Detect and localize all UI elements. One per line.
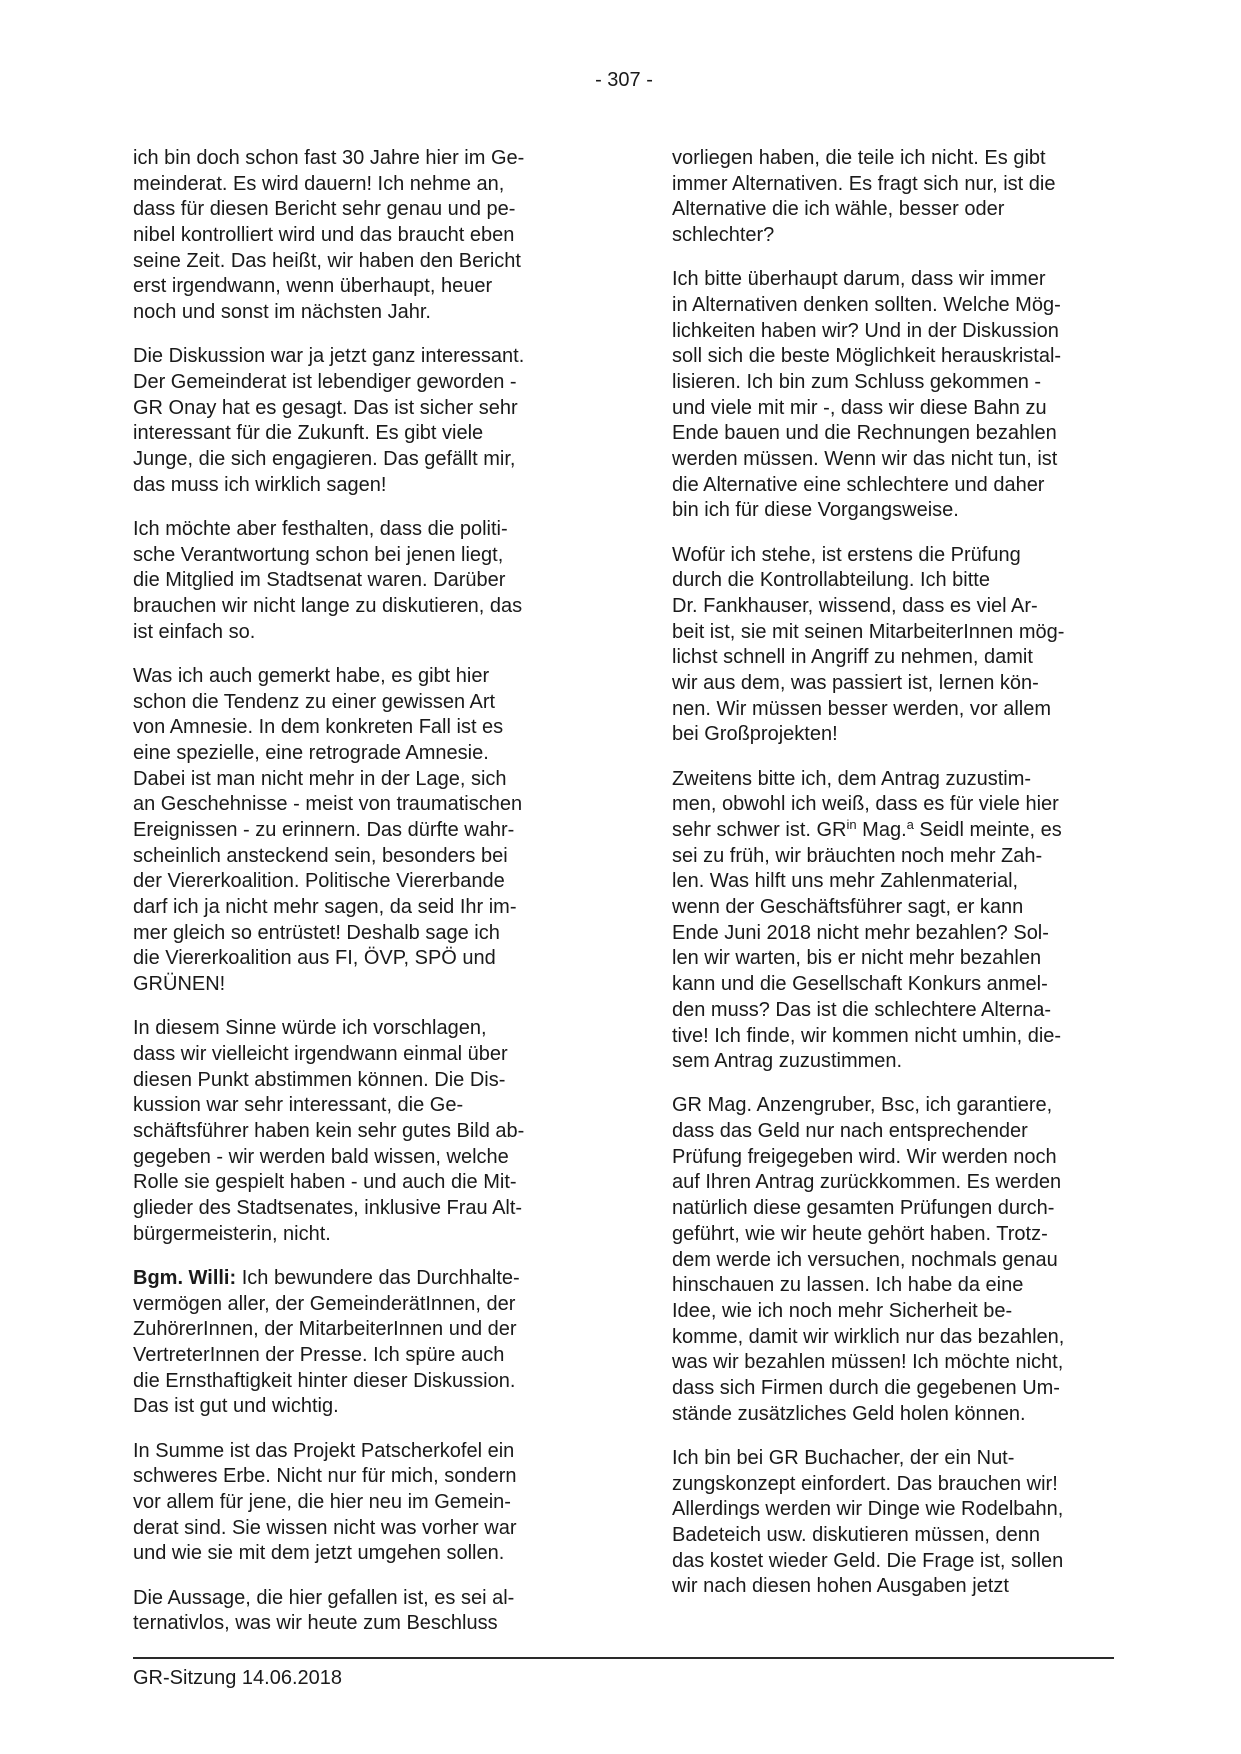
paragraph xyxy=(133,664,595,998)
text-line: vermögen aller, der GemeinderätInnen, der xyxy=(133,1292,516,1315)
text-line: Was ich auch gemerkt habe, es gibt hier xyxy=(133,664,490,687)
text-line: dass wir vielleicht irgendwann einmal über xyxy=(133,1043,508,1065)
text-line: kann und die Gesellschaft Konkurs anmel- xyxy=(672,973,1048,996)
footer-divider xyxy=(133,1657,1114,1659)
text-line: Rolle sie gespielt haben - und auch die Mit- xyxy=(133,1171,517,1194)
text-line: durch die Kontrollabteilung. Ich bitte xyxy=(672,569,990,592)
text-line: den muss? Das ist die schlechtere Alterna- xyxy=(672,998,1052,1021)
text-line: eine spezielle, eine retrograde Amnesie. xyxy=(133,741,489,764)
text-line: die Alternative eine schlechtere und daher xyxy=(672,473,1045,496)
paragraph xyxy=(133,1016,595,1247)
paragraph xyxy=(672,1446,1118,1600)
text-line: kussion war sehr interessant, die Ge- xyxy=(133,1094,464,1117)
text-line: bei Großprojekten! xyxy=(672,723,838,746)
text-line: auf Ihren Antrag zurückkommen. Es werden xyxy=(672,1171,1062,1194)
text-line: brauchen wir nicht lange zu diskutieren, das xyxy=(133,595,523,617)
paragraph xyxy=(133,344,595,498)
text-line: und wie sie mit dem jetzt umgehen sollen. xyxy=(133,1542,505,1565)
text-line: dem werde ich versuchen, nochmals genau xyxy=(672,1248,1058,1271)
text-line: und viele mit mir -, dass wir diese Bahn zu xyxy=(672,396,1047,419)
text-line: in Alternativen denken sollten. Welche Mög- xyxy=(672,293,1061,316)
text-line: schon die Tendenz zu einer gewissen Art xyxy=(133,690,496,713)
text-line: die Viererkoalition aus FI, ÖVP, SPÖ und xyxy=(133,947,496,970)
text-line: len. Was hilft uns mehr Zahlenmaterial, xyxy=(672,870,1019,893)
text-line: natürlich diese gesamten Prüfungen durch- xyxy=(672,1197,1055,1220)
text-line: darf ich ja nicht mehr sagen, da seid Ihr im- xyxy=(133,896,517,919)
text-line: vor allem für jene, die hier neu im Gemein- xyxy=(133,1491,511,1513)
text-line: die Mitglied im Stadtsenat waren. Darüber xyxy=(133,569,506,592)
text-line: die Ernsthaftigkeit hinter dieser Diskussion. xyxy=(133,1369,516,1392)
text-line: wir aus dem, was passiert ist, lernen kön- xyxy=(672,672,1039,695)
text-line: dass für diesen Bericht sehr genau und pe- xyxy=(133,198,516,221)
text-line: Der Gemeinderat ist lebendiger geworden - xyxy=(133,371,517,393)
text-line: werden müssen. Wenn wir das nicht tun, ist xyxy=(672,448,1058,471)
text-line: glieder des Stadtsenates, inklusive Frau Alt- xyxy=(133,1197,523,1220)
text-line: seine Zeit. Das heißt, wir haben den Bericht xyxy=(133,249,521,272)
paragraph xyxy=(133,1266,595,1420)
text-line: schlechter? xyxy=(672,224,775,247)
text-line: ZuhörerInnen, der MitarbeiterInnen und der xyxy=(133,1318,517,1341)
left-column xyxy=(133,146,595,1655)
text-line: schweres Erbe. Nicht nur für mich, sondern xyxy=(133,1465,517,1488)
paragraph xyxy=(672,267,1118,524)
text-line: stände zusätzliches Geld holen können. xyxy=(672,1402,1026,1425)
text-line: hinschauen zu lassen. Ich habe da eine xyxy=(672,1274,1024,1297)
paragraph xyxy=(672,1093,1118,1427)
text-line: noch und sonst im nächsten Jahr. xyxy=(133,301,431,324)
text-line: von Amnesie. In dem konkreten Fall ist es xyxy=(133,716,504,739)
footer-text: GR-Sitzung 14.06.2018 xyxy=(133,1667,343,1689)
text-line: Ende Juni 2018 nicht mehr bezahlen? Sol- xyxy=(672,921,1049,944)
text-line: Dr. Fankhauser, wissend, dass es viel Ar- xyxy=(672,595,1038,617)
text-line: Ich bin bei GR Buchacher, der ein Nut- xyxy=(672,1446,1015,1469)
text-line: GRÜNEN! xyxy=(133,973,226,996)
text-line: wenn der Geschäftsführer sagt, er kann xyxy=(672,896,1024,919)
text-line: Idee, wie ich noch mehr Sicherheit be- xyxy=(672,1299,1013,1322)
text-line: Junge, die sich engagieren. Das gefällt mir, xyxy=(133,448,516,471)
text-line: Ende bauen und die Rechnungen bezahlen xyxy=(672,422,1057,445)
text-line: dass das Geld nur nach entsprechender xyxy=(672,1120,1028,1143)
text-line: Alternative die ich wähle, besser oder xyxy=(672,198,1005,221)
text-line: Dabei ist man nicht mehr in der Lage, sich xyxy=(133,767,507,790)
text-line: dass sich Firmen durch die gegebenen Um- xyxy=(672,1376,1060,1399)
text-line: das kostet wieder Geld. Die Frage ist, sollen xyxy=(672,1549,1064,1572)
text-line: derat sind. Sie wissen nicht was vorher war xyxy=(133,1516,517,1539)
text-line: Ereignissen - zu erinnern. Das dürfte wahr- xyxy=(133,819,515,841)
text-line: der Viererkoalition. Politische Viererbande xyxy=(133,870,505,893)
text-line: Badeteich usw. diskutieren müssen, denn xyxy=(672,1523,1040,1546)
text-line: Ich bitte überhaupt darum, dass wir immer xyxy=(672,268,1046,291)
text-line: ternativlos, was wir heute zum Beschluss xyxy=(133,1612,498,1635)
text-line: lisieren. Ich bin zum Schluss gekommen - xyxy=(672,371,1042,393)
text-line: komme, damit wir wirklich nur das bezahlen, xyxy=(672,1325,1065,1348)
text-line: ist einfach so. xyxy=(133,620,256,643)
text-line: zungskonzept einfordert. Das brauchen wir! xyxy=(672,1472,1058,1495)
text-line: In Summe ist das Projekt Patscherkofel ein xyxy=(133,1439,515,1462)
paragraph xyxy=(672,767,1118,1075)
text-line: geführt, wie wir heute gehört haben. Trotz- xyxy=(672,1222,1048,1245)
text-line: nen. Wir müssen besser werden, vor allem xyxy=(672,697,1052,720)
superscript: a xyxy=(906,817,914,832)
text-line: schäftsführer haben kein sehr gutes Bild ab- xyxy=(133,1120,525,1143)
text-line: VertreterInnen der Presse. Ich spüre auch xyxy=(133,1344,505,1367)
text-line: immer Alternativen. Es fragt sich nur, ist die xyxy=(672,172,1056,195)
text-line: In diesem Sinne würde ich vorschlagen, xyxy=(133,1017,487,1040)
paragraph xyxy=(672,146,1118,249)
text-line: ich bin doch schon fast 30 Jahre hier im Ge- xyxy=(133,147,525,169)
text-line: bin ich für diese Vorgangsweise. xyxy=(672,499,959,522)
right-column xyxy=(672,146,1118,1618)
text-line: beit ist, sie mit seinen MitarbeiterInnen mög- xyxy=(672,620,1065,643)
text-line: Die Aussage, die hier gefallen ist, es sei al- xyxy=(133,1586,515,1609)
text-line: Ich möchte aber festhalten, dass die politi- xyxy=(133,517,508,540)
text-line: Zweitens bitte ich, dem Antrag zuzustim- xyxy=(672,767,1032,790)
text-line: Die Diskussion war ja jetzt ganz interessant. xyxy=(133,345,525,368)
text-line: GR Mag. Anzengruber, Bsc, ich garantiere, xyxy=(672,1094,1053,1117)
text-line: sehr schwer ist. $GR^{in}$ Mag.$^a$ Seidl meinte, es xyxy=(672,817,1062,841)
text-line: lichkeiten haben wir? Und in der Diskussion xyxy=(672,319,1059,342)
paragraph xyxy=(133,517,595,645)
text-line: diesen Punkt abstimmen können. Die Dis- xyxy=(133,1068,506,1091)
paragraph xyxy=(133,1439,595,1567)
text-line: scheinlich ansteckend sein, besonders bei xyxy=(133,844,508,867)
text-line: mer gleich so entrüstet! Deshalb sage ich xyxy=(133,921,500,944)
paragraph xyxy=(672,543,1118,749)
paragraph xyxy=(133,1586,595,1637)
text-line: soll sich die beste Möglichkeit herauskristal- xyxy=(672,345,1062,368)
text-line: men, obwohl ich weiß, dass es für viele hier xyxy=(672,793,1059,816)
text-line: gegeben - wir werden bald wissen, welche xyxy=(133,1145,509,1168)
text-line: interessant für die Zukunft. Es gibt viele xyxy=(133,422,484,445)
text-line: was wir bezahlen müssen! Ich möchte nicht, xyxy=(672,1351,1064,1374)
text-line: sei zu früh, wir bräuchten noch mehr Zah- xyxy=(672,844,1043,867)
text-line: bürgermeisterin, nicht. xyxy=(133,1222,331,1245)
superscript: in xyxy=(846,817,857,832)
text-line: nibel kontrolliert wird und das braucht eben xyxy=(133,224,515,247)
text-line: Bgm. Willi: Ich bewundere das Durchhalte- xyxy=(133,1267,520,1289)
text-line: das muss ich wirklich sagen! xyxy=(133,473,387,496)
page-number: - 307 - xyxy=(595,69,653,91)
text-line: tive! Ich finde, wir kommen nicht umhin, die- xyxy=(672,1024,1062,1047)
speaker-name: Bgm. Willi: xyxy=(133,1267,237,1289)
text-line: meinderat. Es wird dauern! Ich nehme an, xyxy=(133,172,505,195)
text-line: sche Verantwortung schon bei jenen liegt, xyxy=(133,543,504,566)
text-line: an Geschehnisse - meist von traumatischen xyxy=(133,793,523,816)
text-line: erst irgendwann, wenn überhaupt, heuer xyxy=(133,275,493,298)
text-line: Prüfung freigegeben wird. Wir werden noch xyxy=(672,1145,1057,1168)
text-line: wir nach diesen hohen Ausgaben jetzt xyxy=(672,1575,1009,1598)
paragraph xyxy=(133,146,595,326)
text-line: GR Onay hat es gesagt. Das ist sicher sehr xyxy=(133,396,518,419)
text-line: sem Antrag zuzustimmen. xyxy=(672,1050,903,1073)
text-line: Allerdings werden wir Dinge wie Rodelbahn, xyxy=(672,1498,1064,1521)
text-line: len wir warten, bis er nicht mehr bezahlen xyxy=(672,947,1042,970)
text-line: Das ist gut und wichtig. xyxy=(133,1395,339,1418)
text-line: lichst schnell in Angriff zu nehmen, damit xyxy=(672,646,1033,669)
text-line: Wofür ich stehe, ist erstens die Prüfung xyxy=(672,543,1021,566)
text-line: vorliegen haben, die teile ich nicht. Es gibt xyxy=(672,147,1046,169)
